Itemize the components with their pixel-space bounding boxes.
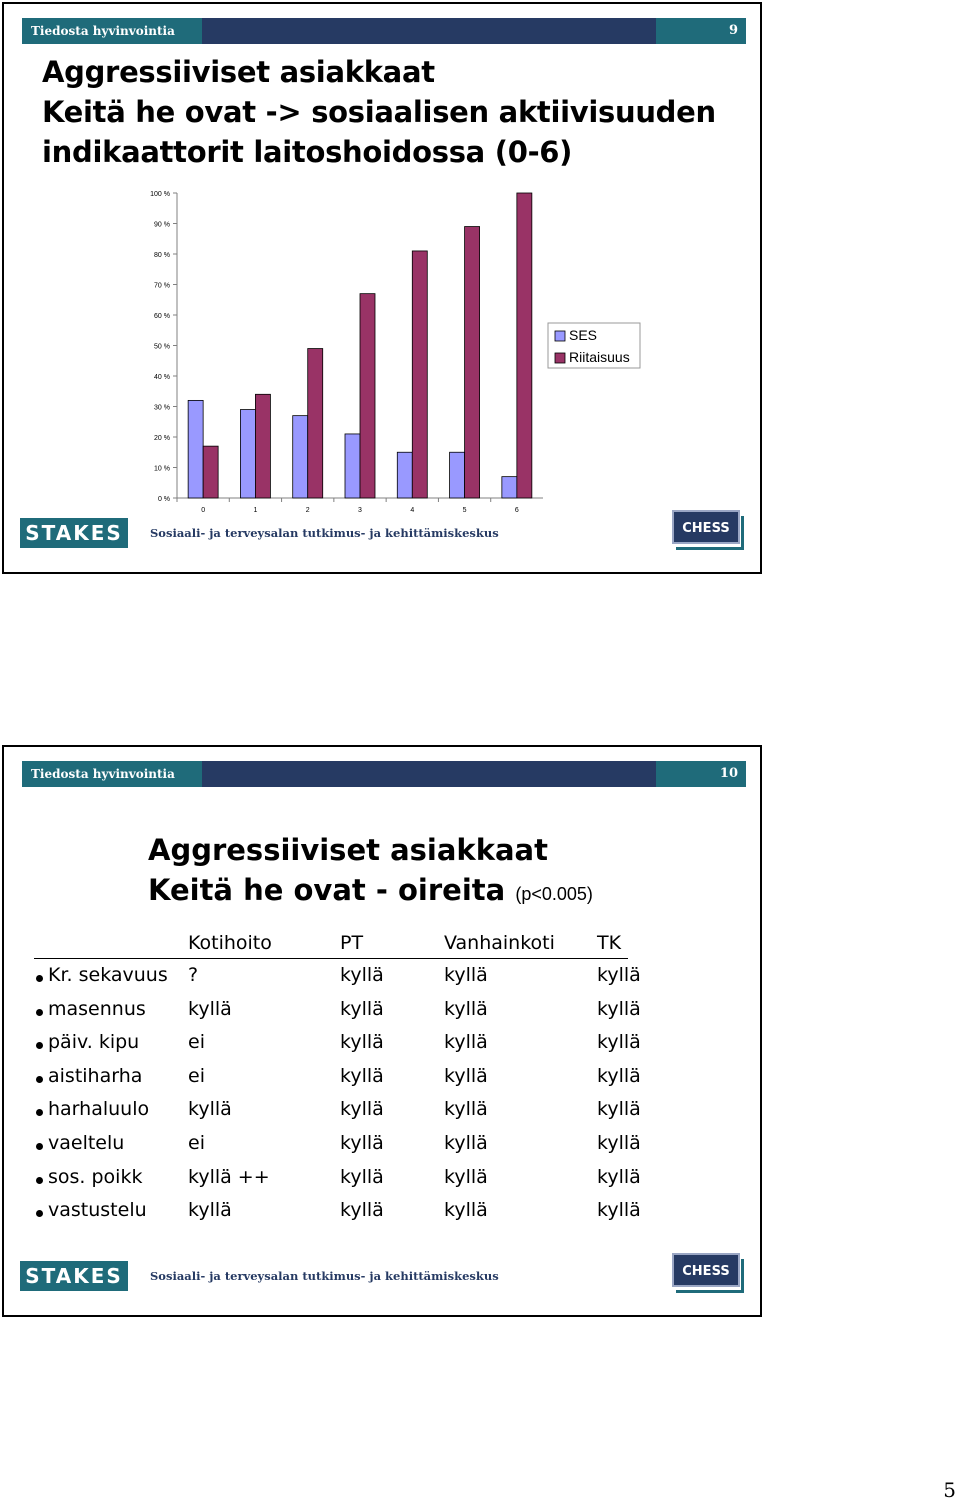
title-line: Keitä he ovat -> sosiaalisen aktiivisuuden	[42, 95, 716, 129]
bar	[188, 400, 203, 498]
table-cell: kyllä	[340, 964, 384, 986]
table-cell: kyllä	[444, 1199, 488, 1222]
slide-footer	[20, 510, 746, 556]
table-cell: kyllä	[340, 1098, 384, 1121]
chess-logo	[672, 1253, 744, 1293]
x-tick-label: 5	[462, 507, 467, 514]
table-header	[34, 930, 628, 959]
table-cell: kyllä	[188, 1199, 232, 1222]
table-cell: kyllä	[188, 997, 232, 1020]
header-label: Tiedosta hyvinvointia	[22, 18, 202, 44]
header-band	[202, 761, 656, 787]
y-tick-label: 100 %	[150, 191, 170, 198]
stakes-logo: STAKES	[20, 1261, 128, 1291]
y-tick-label: 20 %	[154, 435, 170, 442]
table-cell: kyllä	[188, 1098, 232, 1121]
table-cell: kyllä	[340, 997, 384, 1020]
table-row	[34, 964, 654, 994]
header-band	[202, 18, 656, 44]
column-header: TK	[597, 932, 622, 954]
bar	[397, 452, 412, 498]
table-cell: kyllä ++	[188, 1165, 270, 1188]
table-cell: kyllä	[444, 1165, 488, 1188]
column-header: PT	[340, 932, 364, 954]
bar	[293, 416, 308, 498]
header-label: Tiedosta hyvinvointia	[22, 761, 202, 787]
bullet-icon	[36, 1210, 43, 1217]
table-cell: kyllä	[340, 1132, 384, 1154]
slide-header-bar	[22, 18, 746, 44]
table-cell: kyllä	[597, 1064, 641, 1087]
column-header: Kotihoito	[188, 932, 272, 954]
table-cell: kyllä	[444, 1098, 488, 1121]
column-header: Vanhainkoti	[444, 932, 555, 954]
table-row	[34, 998, 654, 1028]
x-tick-label: 3	[358, 507, 362, 514]
row-label: masennus	[48, 997, 146, 1020]
bar	[450, 452, 465, 498]
chess-logo	[672, 510, 744, 550]
table-cell: kyllä	[444, 1064, 488, 1087]
table-cell: kyllä	[340, 1199, 384, 1222]
x-tick-label: 0	[201, 507, 206, 514]
bullet-icon	[36, 1177, 43, 1184]
bullet-icon	[36, 1143, 43, 1150]
slide-title	[148, 830, 593, 914]
title-line	[148, 870, 593, 914]
table-cell: kyllä	[340, 1165, 384, 1188]
slide-number: 10	[656, 761, 746, 787]
table-row	[34, 1166, 654, 1196]
x-tick-label: 1	[253, 507, 258, 514]
slide-footer	[20, 1253, 746, 1299]
table-cell: kyllä	[597, 1132, 641, 1154]
title-line: Aggressiiviset asiakkaat	[42, 55, 435, 89]
slide-title	[42, 52, 716, 172]
x-tick-label: 2	[305, 507, 310, 514]
legend-label: Riitaisuus	[569, 349, 630, 365]
bullet-icon	[36, 1109, 43, 1116]
bullet-icon	[36, 1076, 43, 1083]
y-tick-label: 90 %	[154, 221, 170, 229]
bar	[255, 394, 270, 498]
row-label: harhaluulo	[48, 1098, 150, 1121]
table-row	[34, 1098, 654, 1128]
title-note: (p<0.005)	[515, 884, 593, 904]
legend-swatch	[555, 331, 565, 341]
y-tick-label: 70 %	[154, 282, 170, 290]
y-tick-label: 10 %	[154, 465, 170, 473]
x-tick-label: 4	[410, 507, 415, 514]
bullet-icon	[36, 1042, 43, 1049]
y-tick-label: 30 %	[154, 404, 170, 412]
bar	[412, 251, 427, 498]
x-tick-label: 6	[514, 507, 519, 514]
footer-text: Sosiaali- ja terveysalan tutkimus- ja kehittämiskeskus	[150, 1269, 499, 1283]
row-label: päiv. kipu	[48, 1031, 140, 1054]
stakes-logo: STAKES	[20, 518, 128, 548]
table-cell: kyllä	[444, 1031, 488, 1054]
table-cell: kyllä	[340, 1031, 384, 1054]
table-row	[34, 1199, 654, 1229]
chess-logo-text: CHESS	[672, 1253, 740, 1287]
table-cell: kyllä	[597, 1031, 641, 1054]
title-line: indikaattorit laitoshoidossa (0-6)	[42, 135, 573, 169]
y-tick-label: 0 %	[157, 496, 170, 503]
legend-label: SES	[569, 327, 598, 343]
row-label: vastustelu	[48, 1199, 147, 1222]
bar	[308, 349, 323, 498]
table-cell: ei	[188, 1031, 205, 1054]
table-cell: kyllä	[340, 1064, 384, 1087]
table-cell: kyllä	[597, 1098, 641, 1121]
row-label: vaeltelu	[48, 1132, 125, 1154]
title-line: Aggressiiviset asiakkaat	[148, 833, 548, 867]
bar	[360, 294, 375, 498]
table-row	[34, 1031, 654, 1061]
bar	[465, 227, 480, 498]
table-cell: kyllä	[444, 964, 488, 986]
table-cell: kyllä	[597, 1165, 641, 1188]
table-cell: kyllä	[597, 1199, 641, 1222]
row-label: Kr. sekavuus	[48, 964, 168, 986]
slide-header-bar	[22, 761, 746, 787]
bullet-icon	[36, 1009, 43, 1016]
table-cell: kyllä	[444, 997, 488, 1020]
bar	[345, 434, 360, 498]
bar-chart	[140, 186, 650, 516]
bar	[203, 446, 218, 498]
table-cell: kyllä	[444, 1132, 488, 1154]
legend-swatch	[555, 353, 565, 363]
chess-logo-text: CHESS	[672, 510, 740, 544]
slide-number: 9	[656, 18, 746, 44]
table-cell: ei	[188, 1132, 205, 1154]
table-row	[34, 1132, 654, 1162]
footer-text: Sosiaali- ja terveysalan tutkimus- ja kehittämiskeskus	[150, 526, 499, 540]
table-row	[34, 1065, 654, 1095]
bar	[517, 193, 532, 498]
table-cell: kyllä	[597, 964, 641, 986]
y-tick-label: 50 %	[154, 343, 170, 351]
table-cell: kyllä	[597, 997, 641, 1020]
y-tick-label: 80 %	[154, 252, 170, 259]
y-tick-label: 40 %	[154, 374, 170, 381]
table-cell: ei	[188, 1064, 205, 1087]
bullet-icon	[36, 975, 43, 982]
bar	[240, 410, 255, 498]
title-line-text: Keitä he ovat - oireita	[148, 873, 506, 907]
table-cell: ?	[188, 964, 199, 986]
page-number: 5	[943, 1478, 956, 1502]
y-tick-label: 60 %	[154, 313, 170, 320]
bar	[502, 477, 517, 498]
row-label: sos. poikk	[48, 1165, 143, 1188]
row-label: aistiharha	[48, 1064, 143, 1087]
